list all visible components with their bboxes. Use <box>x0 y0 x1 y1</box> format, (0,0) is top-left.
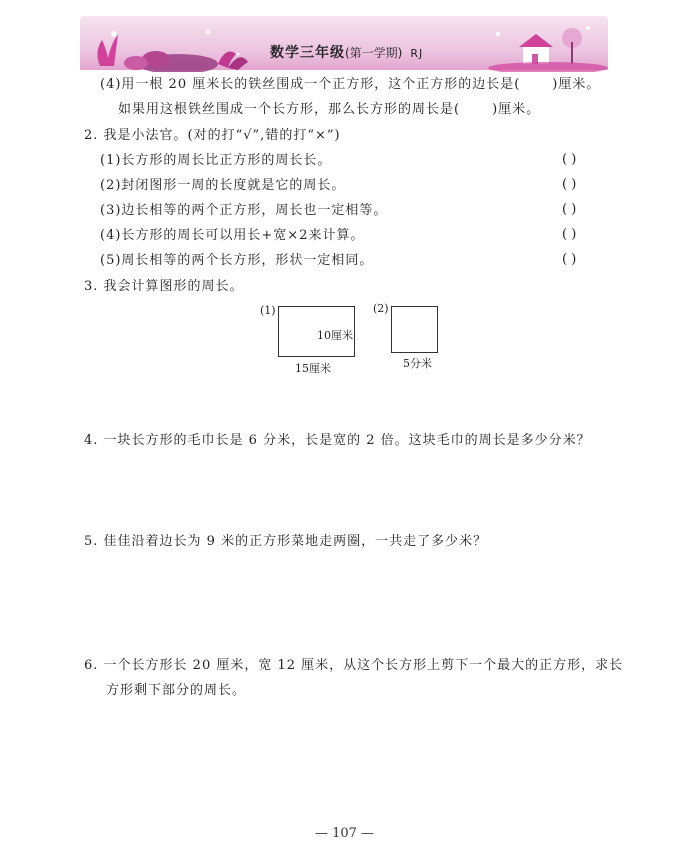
semester-label: (第一学期) <box>345 46 403 60</box>
square-figure <box>391 306 438 353</box>
q1-4-line1 <box>100 76 600 94</box>
page-number: — 107 — <box>314 826 375 841</box>
q2-judge-1[interactable]: ( ) <box>562 152 577 167</box>
q1-4-line2-unit: )厘米。 <box>492 102 541 117</box>
square-side-label: 5分米 <box>403 357 432 370</box>
q5-text: 5. 佳佳沿着边长为 9 米的正方形菜地走两圈，一共走了多少米？ <box>84 534 488 549</box>
edition-label: RJ <box>410 47 424 60</box>
q6-line1: 6. 一个长方形长 20 厘米，宽 12 厘米，从这个长方形上剪下一个最大的正方形，求长 <box>84 658 624 673</box>
q2-judge-3[interactable]: ( ) <box>562 202 577 217</box>
q4-text: 4. 一块长方形的毛巾长是 6 分米，长是宽的 2 倍。这块毛巾的周长是多少分米？ <box>84 433 591 448</box>
q2-item-5: (5)周长相等的两个长方形，形状一定相同。 <box>100 253 374 268</box>
q2-judge-4[interactable]: ( ) <box>562 227 577 242</box>
q3-title: 3. 我会计算图形的周长。 <box>84 279 244 294</box>
q2-item-2: (2)封闭图形一周的长度就是它的周长。 <box>100 178 346 193</box>
figure-2-label: (2) <box>373 302 389 315</box>
q1-4-line2-text: 如果用这根铁丝围成一个长方形，那么长方形的周长是( <box>118 102 461 117</box>
q1-4-line1-unit: )厘米。 <box>552 77 601 92</box>
q2-judge-5[interactable]: ( ) <box>562 252 577 267</box>
q1-4-line2 <box>118 101 540 119</box>
q6-line2: 方形剩下部分的周长。 <box>106 683 247 698</box>
q1-4-line1-text: (4)用一根 20 厘米长的铁丝围成一个正方形，这个正方形的边长是( <box>100 77 521 92</box>
figure-1-label: (1) <box>260 304 276 317</box>
subject-title: 数学三年级 <box>270 45 345 61</box>
header-title <box>270 42 423 62</box>
rectangle-height-label: 10厘米 <box>317 329 353 342</box>
rectangle-width-label: 15厘米 <box>295 362 331 375</box>
q2-item-4: (4)长方形的周长可以用长+宽×2来计算。 <box>100 228 365 243</box>
q2-item-1: (1)长方形的周长比正方形的周长长。 <box>100 153 332 168</box>
q2-title: 2. 我是小法官。(对的打“√”,错的打“×”) <box>84 128 341 143</box>
q2-judge-2[interactable]: ( ) <box>562 177 577 192</box>
q2-item-3: (3)边长相等的两个正方形，周长也一定相等。 <box>100 203 388 218</box>
